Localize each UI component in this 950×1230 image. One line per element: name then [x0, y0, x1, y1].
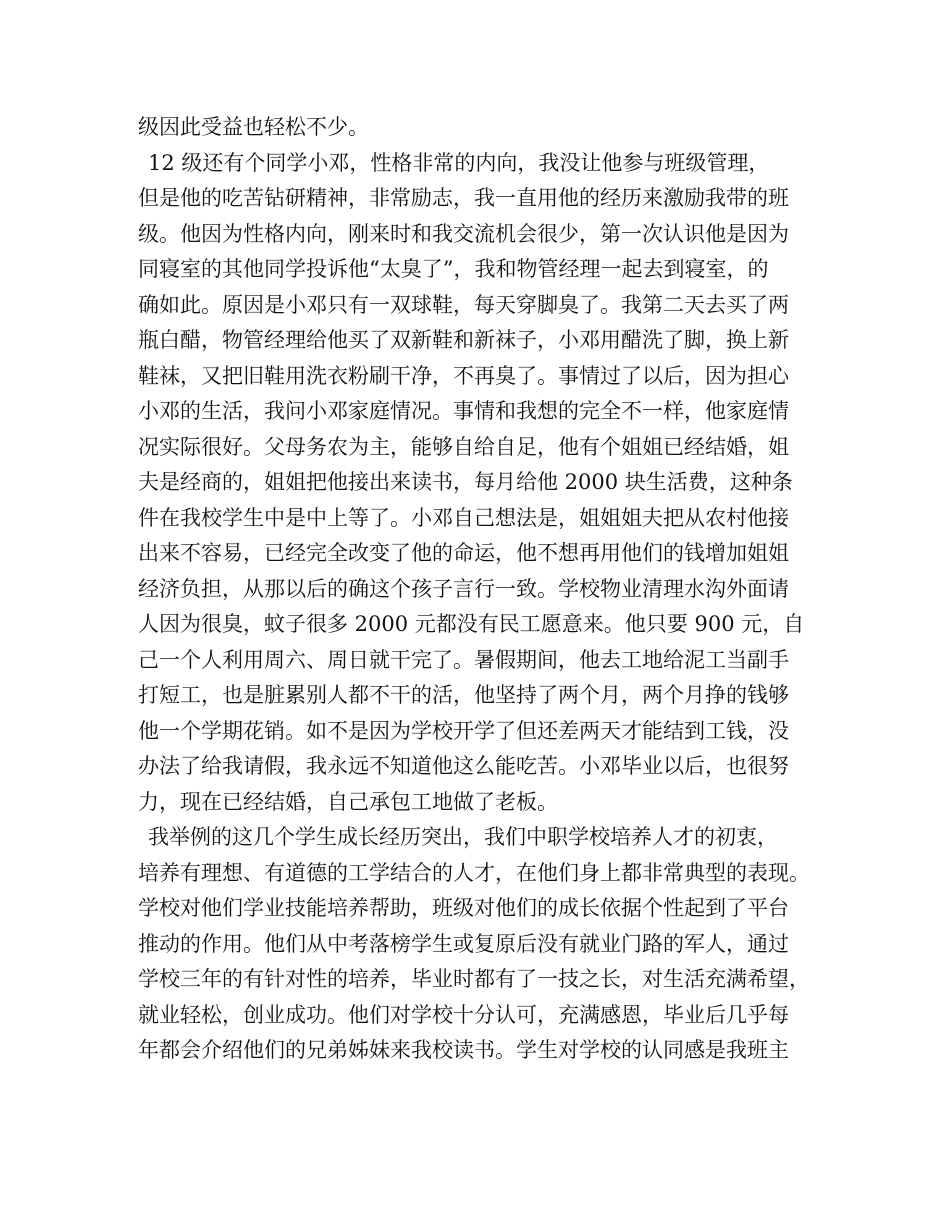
text-line: 确如此。原因是小邓只有一双球鞋，每天穿脚臭了。我第二天去买了两 — [138, 292, 789, 317]
text-line: 办法了给我请假，我永远不知道他这么能吃苦。小邓毕业以后，也很努 — [138, 754, 789, 778]
text-line: 就业轻松，创业成功。他们对学校十分认可，充满感恩，毕业后几乎每 — [138, 1002, 789, 1027]
text-line: 况实际很好。父母务农为主，能够自给自足，他有个姐姐已经结婚，姐 — [138, 434, 789, 459]
text-line: 学校三年的有针对性的培养，毕业时都有了一技之长，对生活充满希望， — [138, 967, 810, 991]
text-line: 我举例的这几个学生成长经历突出，我们中职学校培养人才的初衷， — [148, 825, 778, 849]
text-line: 鞋袜，又把旧鞋用洗衣粉刷干净，不再臭了。事情过了以后，因为担心 — [138, 363, 789, 388]
body-text — [138, 110, 818, 1069]
text-line: 学校对他们学业技能培养帮助，班级对他们的成长依据个性起到了平台 — [138, 896, 789, 920]
text-line: 培养有理想、有道德的工学结合的人才，在他们身上都非常典型的表现。 — [138, 860, 810, 885]
text-line: 级因此受益也轻松不少。 — [138, 115, 369, 139]
text-line: 瓶白醋，物管经理给他买了双新鞋和新袜子，小邓用醋洗了脚，换上新 — [138, 328, 789, 352]
text-line: 推动的作用。他们从中考落榜学生或复原后没有就业门路的军人，通过 — [138, 931, 789, 956]
text-line: 级。他因为性格内向，刚来时和我交流机会很少，第一次认识他是因为 — [138, 221, 789, 246]
text-line: 小邓的生活，我问小邓家庭情况。事情和我想的完全不一样，他家庭情 — [138, 399, 789, 423]
text-line: 夫是经商的，姐姐把他接出来读书，每月给他 2000 块生活费，这种条 — [138, 470, 793, 494]
text-line: 12 级还有个同学小邓，性格非常的内向，我没让他参与班级管理， — [148, 150, 770, 175]
text-line: 打短工，也是脏累别人都不干的活，他坚持了两个月，两个月挣的钱够 — [138, 683, 789, 707]
text-line: 但是他的吃苦钻研精神，非常励志，我一直用他的经历来激励我带的班 — [138, 186, 789, 210]
text-line: 己一个人利用周六、周日就干完了。暑假期间，他去工地给泥工当副手 — [138, 647, 789, 672]
text-line: 件在我校学生中是中上等了。小邓自己想法是，姐姐姐夫把从农村他接 — [138, 505, 789, 530]
text-line: 他一个学期花销。如不是因为学校开学了但还差两天才能结到工钱，没 — [138, 718, 789, 743]
text-line: 力，现在已经结婚，自己承包工地做了老板。 — [138, 789, 558, 814]
text-line: 人因为很臭，蚊子很多 2000 元都没有民工愿意来。他只要 900 元，自 — [138, 612, 805, 636]
text-line: 出来不容易，已经完全改变了他的命运，他不想再用他们的钱增加姐姐 — [138, 541, 789, 565]
text-line: 同寝室的其他同学投诉他“太臭了”，我和物管经理一起去到寝室，的 — [138, 257, 769, 281]
text-line: 年都会介绍他们的兄弟姊妹来我校读书。学生对学校的认同感是我班主 — [138, 1038, 789, 1062]
text-line: 经济负担，从那以后的确这个孩子言行一致。学校物业清理水沟外面请 — [138, 576, 789, 601]
